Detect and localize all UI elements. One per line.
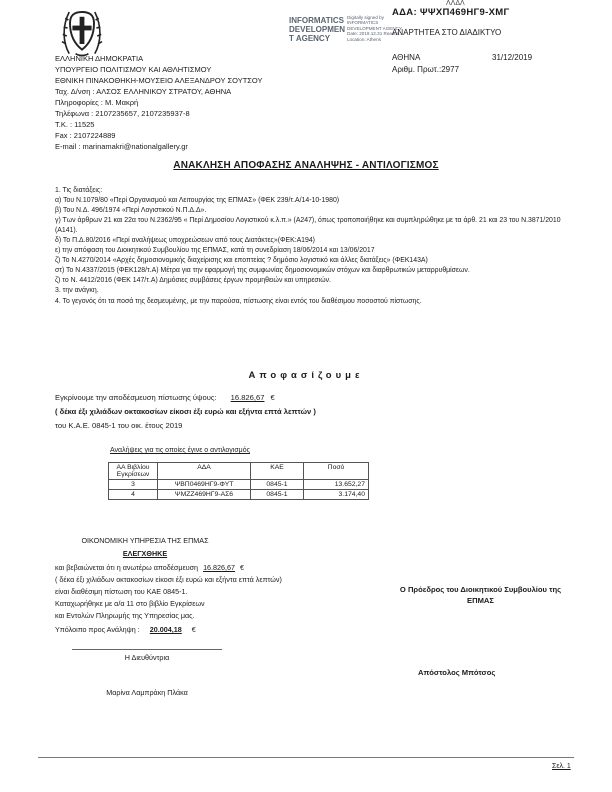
letterhead-line: Fax : 2107224889 bbox=[55, 131, 116, 140]
anartitea-label: ΑΝΑΡΤΗΤΕΑ ΣΤΟ ΔΙΑΔΙΚΤΥΟ bbox=[392, 28, 502, 37]
balance-amount: 20.004,18 bbox=[149, 625, 182, 634]
body-paragraph: στ) Το Ν.4337/2015 (ΦΕΚ128/τ.Α) Μέτρα για την εφαρμογή της συμφωνίας δημοσιονομικών στόχων και διαρθρωτικών μεταρρυθμίσεων. bbox=[55, 267, 470, 275]
body-paragraph: α) Του Ν.1079/80 «Περί Οργανισμού και Λειτουργίας της ΕΠΜΑΣ» (ΦΕΚ 239/τ.Α/14-10-1980) bbox=[55, 197, 340, 205]
ada-code: ΑΔΑ: ΨΨΧΠ469ΗΓ9-ΧΜΓ bbox=[392, 7, 510, 18]
signature-rule bbox=[72, 649, 222, 650]
table-cell: 4 bbox=[109, 490, 158, 500]
page-number: Σελ. 1 bbox=[552, 763, 571, 770]
body-paragraph: ζ) το Ν. 4412/2016 (ΦΕΚ 147/τ.Α) Δημόσιες συμβάσεις έργων προμηθειών και υπηρεσιών. bbox=[55, 277, 331, 285]
finance-line: και Εντολών Πληρωμής της Υπηρεσίας μας. bbox=[55, 611, 195, 620]
table-cell: ΨΜΖΖ469ΗΓ9-ΑΣ6 bbox=[158, 490, 251, 500]
table-header-row bbox=[109, 463, 369, 480]
finance-checked-label: ΕΛΕΓΧΘΗΚΕ bbox=[122, 549, 168, 558]
table-cell: 0845-1 bbox=[251, 490, 304, 500]
letterhead bbox=[55, 53, 263, 152]
kae-year-line: του Κ.Α.Ε. 0845-1 του οικ. έτους 2019 bbox=[55, 421, 183, 430]
table-row bbox=[109, 480, 369, 490]
letterhead-line: Τ.Κ. : 11525 bbox=[55, 120, 95, 129]
approval-line bbox=[55, 393, 275, 402]
director-title: Η Διευθύντρια bbox=[124, 653, 170, 662]
approval-amount: 16.826,67 bbox=[230, 393, 265, 402]
currency-symbol: € bbox=[191, 625, 196, 634]
table-cell: ΨΒΠ0469ΗΓ9-ΦΥΤ bbox=[158, 480, 251, 490]
finance-line: είναι διαθέσιμη πίστωση του ΚΑΕ 0845-1. bbox=[55, 587, 188, 596]
table-header-cell: Ποσό bbox=[304, 463, 369, 480]
letterhead-line: Πληροφορίες : Μ. Μακρή bbox=[55, 98, 139, 107]
letterhead-line: E-mail : marinamakri@nationalgallery.gr bbox=[55, 142, 188, 151]
letterhead-line: ΕΛΛΗΝΙΚΗ ΔΗΜΟΚΡΑΤΙΑ bbox=[55, 54, 144, 63]
finance-line: Καταχωρήθηκε με α/α 11 στο βιβλίο Εγκρίσεων bbox=[55, 599, 205, 608]
commitments-table bbox=[108, 462, 369, 500]
amount-in-words: ( δέκα έξι χιλιάδων οκτακοσίων είκοσι έξι ευρώ και εξήντα επτά λεπτών ) bbox=[55, 407, 316, 416]
balance-line bbox=[55, 625, 196, 634]
stamp-details: Digitally signed by INFORMATICS DEVELOPMENT AGENCY Date: 2019.12.31 Reason: Location: Athens bbox=[347, 15, 402, 42]
finance-line1-text: και βεβαιώνεται ότι η ανωτέρω αποδέσμευση bbox=[55, 563, 199, 572]
finance-amount: 16.826,67 bbox=[203, 563, 236, 572]
president-title: Ο Πρόεδρος του Διοικητικού Συμβουλίου της ΕΠΜΑΣ bbox=[399, 585, 562, 605]
table-cell: 3 bbox=[109, 480, 158, 490]
table-cell: 0845-1 bbox=[251, 480, 304, 490]
ada-artifact: ΛΛΔΛ bbox=[446, 0, 465, 7]
footer-divider bbox=[38, 757, 574, 758]
body-paragraph: 4. Το γεγονός ότι τα ποσά της δεσμευμένης, με την παρούσα, πίστωσης είναι εντός του διαθέσιμου ποσοστού πίστωσης. bbox=[55, 297, 422, 305]
table-header-cell: ΑΔΑ bbox=[158, 463, 251, 480]
letterhead-line: ΥΠΟΥΡΓΕΙΟ ΠΟΛΙΤΙΣΜΟΥ ΚΑΙ ΑΘΛΗΤΙΣΜΟΥ bbox=[55, 65, 212, 74]
finance-line: ( δέκα έξι χιλιάδων οκτακοσίων είκοσι έξι ευρώ και εξήντα επτά λεπτών) bbox=[55, 575, 282, 584]
legal-basis-list bbox=[55, 186, 562, 307]
table-caption: Αναλήψεις για τις οποίες έγινε ο αντιλογισμός bbox=[110, 447, 250, 454]
letterhead-line: Τηλέφωνα : 2107235657, 2107235937-8 bbox=[55, 109, 190, 118]
director-name: Μαρίνα Λαμπράκη Πλάκα bbox=[106, 688, 188, 697]
protocol-number: Αριθμ. Πρωτ.:2977 bbox=[392, 65, 460, 74]
date-value: 31/12/2019 bbox=[492, 53, 533, 62]
finance-line bbox=[55, 562, 244, 574]
letterhead-line: ΕΘΝΙΚΗ ΠΙΝΑΚΟΘΗΚΗ-ΜΟΥΣΕΙΟ ΑΛΕΞΑΝΔΡΟΥ ΣΟΥΤΣΟΥ bbox=[55, 76, 263, 85]
approval-prefix: Εγκρίνουμε την αποδέσμευση πίστωσης ύψους: bbox=[55, 393, 217, 402]
letterhead-line: Ταχ. Δ/νση : ΑΛΣΟΣ ΕΛΛΗΝΙΚΟΥ ΣΤΡΑΤΟΥ, ΑΘΗΝΑ bbox=[55, 87, 232, 96]
body-paragraph: ζ) Το Ν.4270/2014 «Αρχές δημοσιονομικής διαχείρισης και εποπτείας ? δημόσιο λογιστικό και άλλες διατάξεις» (ΦΕΚ143Α) bbox=[55, 257, 428, 265]
body-paragraph: 3. την ανάγκη. bbox=[55, 287, 99, 295]
decision-heading: Αποφασίζουμε bbox=[248, 370, 364, 381]
table-cell: 3.174,40 bbox=[304, 490, 369, 500]
body-paragraph: 1. Τις διατάξεις: bbox=[55, 187, 103, 194]
finance-title: ΟΙΚΟΝΟΜΙΚΗ ΥΠΗΡΕΣΙΑ ΤΗΣ ΕΠΜΑΣ bbox=[81, 536, 209, 545]
table-header-cell: ΚΑΕ bbox=[251, 463, 304, 480]
city-label: ΑΘΗΝΑ bbox=[392, 53, 421, 62]
body-paragraph: ε) την απόφαση του Διοικητικού Συμβουλίου της ΕΠΜΑΣ, κατά τη συνεδρίαση 18/06/2014 και 13/06/2017 bbox=[55, 247, 375, 255]
president-name: Απόστολος Μπότσος bbox=[418, 668, 496, 677]
page-title: ΑΝΑΚΛΗΣΗ ΑΠΟΦΑΣΗΣ ΑΝΑΛΗΨΗΣ - ΑΝΤΙΛΟΓΙΣΜΟΣ bbox=[173, 160, 439, 171]
currency-symbol: € bbox=[270, 393, 275, 402]
currency-symbol: € bbox=[240, 563, 245, 572]
stamp-agency: INFORMATICS DEVELOPMEN T AGENCY bbox=[289, 16, 346, 43]
body-paragraph: δ) Το Π.Δ.80/2016 «Περί αναλήψεως υποχρεώσεων από τους Διατάκτες»(ΦΕΚ:Α194) bbox=[55, 236, 315, 244]
table-header-cell: ΑΑ Βιβλίου Εγκρίσεων bbox=[109, 463, 158, 480]
body-paragraph: γ) Των άρθρων 21 και 22α του Ν.2362/95 « Περί Δημοσίου Λογιστικού κ.λ.π.» (Α247), όπως τροποποιήθηκε και συμπληρώθηκε με τα άρθ. 21 και 23 του Ν.3871/2010 (Α141). bbox=[55, 217, 561, 234]
table-cell: 13.652,27 bbox=[304, 480, 369, 490]
body-paragraph: β) Του Ν.Δ. 496/1974 «Περί Λογιστικού Ν.Π.Δ.Δ». bbox=[55, 207, 207, 215]
balance-label: Υπόλοιπο προς Ανάληψη : bbox=[55, 625, 140, 634]
table-row bbox=[109, 490, 369, 500]
